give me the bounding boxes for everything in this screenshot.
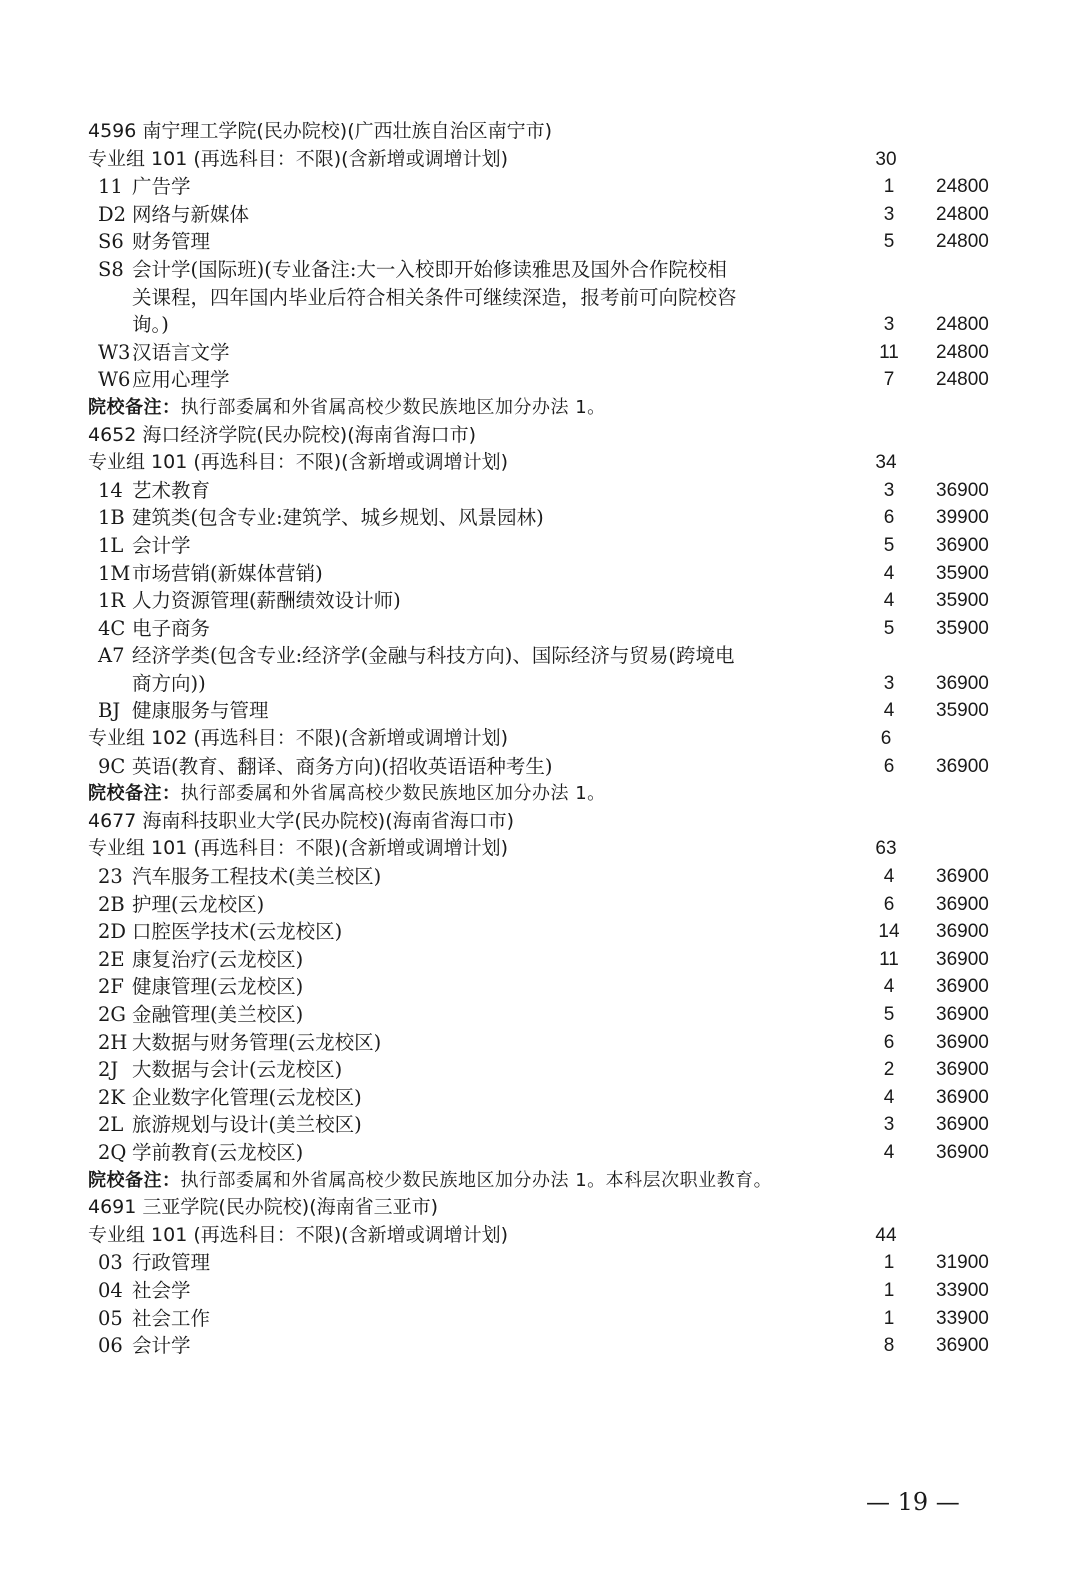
major-name: 学前教育(云龙校区) — [132, 1140, 304, 1164]
major-code: 11 — [98, 175, 123, 199]
major-row — [0, 1277, 1080, 1305]
major-code: 2L — [98, 1113, 124, 1137]
major-plan-count: 1 — [883, 176, 895, 198]
major-plan-count: 5 — [883, 617, 895, 639]
major-name: 健康管理(云龙校区) — [132, 975, 304, 999]
major-tuition-fee: 36900 — [936, 948, 989, 970]
major-plan-count: 4 — [883, 866, 895, 888]
major-plan-count: 8 — [883, 1335, 895, 1357]
major-plan-count: 4 — [883, 976, 895, 998]
major-plan-count: 6 — [883, 893, 895, 915]
major-plan-count: 3 — [883, 479, 895, 501]
school-header: 4677 海南科技职业大学(民办院校)(海南省海口市) — [88, 809, 515, 832]
major-plan-count: 3 — [883, 203, 895, 225]
major-plan-count: 14 — [878, 921, 900, 943]
major-name: 护理(云龙校区) — [132, 892, 265, 916]
major-group-plan: 30 — [875, 148, 897, 170]
major-code: 05 — [98, 1306, 123, 1330]
major-name-continuation: 询。) — [132, 313, 169, 337]
major-tuition-fee: 36900 — [936, 866, 989, 888]
major-group-label: 专业组 101 (再选科目：不限)(含新增或调增计划) — [88, 837, 508, 860]
major-group-row — [0, 1222, 1080, 1250]
major-plan-count: 1 — [883, 1252, 895, 1274]
major-group-label: 专业组 101 (再选科目：不限)(含新增或调增计划) — [88, 1223, 508, 1246]
school-header: 4652 海口经济学院(民办院校)(海南省海口市) — [88, 423, 477, 446]
major-code: 03 — [98, 1251, 123, 1275]
major-tuition-fee: 36900 — [936, 755, 989, 777]
major-name: 应用心理学 — [132, 368, 230, 392]
school-note-label: 院校备注： — [88, 1169, 181, 1191]
school-note-label: 院校备注： — [88, 396, 181, 418]
major-tuition-fee: 36900 — [936, 534, 989, 556]
major-group-row — [0, 835, 1080, 863]
major-name: 会计学 — [132, 1334, 191, 1358]
major-row — [0, 1305, 1080, 1333]
school-note — [0, 1167, 1080, 1195]
school-note-text: 执行部委属和外省属高校少数民族地区加分办法 1。本科层次职业教育。 — [180, 1169, 773, 1191]
major-plan-count: 5 — [883, 1004, 895, 1025]
major-row — [0, 1084, 1080, 1112]
major-name: 汉语言文学 — [132, 340, 230, 364]
major-name: 会计学(国际班)(专业备注:大一入校即开始修读雅思及国外合作院校相 — [132, 257, 727, 281]
major-row — [0, 891, 1080, 919]
major-row — [0, 587, 1080, 615]
major-row-continuation — [0, 311, 1080, 339]
major-tuition-fee: 36900 — [936, 893, 989, 915]
major-name-continuation: 商方向)) — [132, 671, 206, 695]
major-name: 金融管理(美兰校区) — [132, 1003, 304, 1026]
school-note-label: 院校备注： — [88, 783, 181, 805]
major-name: 会计学 — [132, 533, 191, 557]
major-tuition-fee: 31900 — [936, 1252, 989, 1274]
major-tuition-fee: 33900 — [936, 1307, 989, 1329]
major-tuition-fee: 24800 — [936, 231, 989, 253]
major-code: 2Q — [98, 1140, 127, 1164]
major-tuition-fee: 36900 — [936, 976, 989, 998]
major-code: 14 — [98, 478, 123, 502]
major-plan-count: 6 — [883, 1031, 895, 1053]
major-row — [0, 1332, 1080, 1360]
major-code: 2G — [98, 1003, 126, 1026]
major-row — [0, 615, 1080, 643]
major-tuition-fee: 35900 — [936, 700, 989, 722]
major-tuition-fee: 24800 — [936, 176, 989, 198]
major-code: S8 — [98, 257, 124, 281]
major-code: 1R — [98, 589, 126, 613]
major-row — [0, 1001, 1080, 1029]
major-name: 人力资源管理(薪酬绩效设计师) — [132, 589, 401, 613]
major-tuition-fee: 24800 — [936, 341, 989, 363]
major-name: 旅游规划与设计(美兰校区) — [132, 1113, 362, 1137]
major-row — [0, 339, 1080, 367]
major-group-plan: 44 — [875, 1224, 897, 1246]
major-code: 23 — [98, 865, 123, 889]
major-plan-count: 6 — [883, 755, 895, 777]
major-row — [0, 946, 1080, 974]
major-code: 4C — [98, 616, 126, 640]
major-plan-count: 1 — [883, 1307, 895, 1329]
major-code: W6 — [98, 368, 131, 392]
major-row — [0, 256, 1080, 284]
major-plan-count: 3 — [883, 1114, 895, 1136]
major-row — [0, 1056, 1080, 1084]
major-plan-count: 1 — [883, 1279, 895, 1301]
major-code: 2B — [98, 892, 125, 916]
major-name: 汽车服务工程技术(美兰校区) — [132, 865, 382, 889]
major-tuition-fee: 36900 — [936, 1059, 989, 1081]
major-plan-count: 3 — [883, 314, 895, 336]
major-group-row — [0, 725, 1080, 753]
school-note — [0, 780, 1080, 808]
major-tuition-fee: 36900 — [936, 1335, 989, 1357]
major-code: 1B — [98, 506, 125, 530]
major-code: 2K — [98, 1085, 125, 1109]
major-group-plan: 63 — [875, 838, 897, 860]
major-code: 1L — [98, 533, 124, 557]
major-name: 电子商务 — [132, 616, 211, 640]
major-tuition-fee: 36900 — [936, 1141, 989, 1163]
major-plan-count: 2 — [883, 1059, 895, 1081]
major-name: 健康服务与管理 — [132, 699, 269, 723]
major-code: BJ — [98, 699, 121, 723]
major-group-label: 专业组 102 (再选科目：不限)(含新增或调增计划) — [88, 727, 508, 750]
major-name: 市场营销(新媒体营销) — [132, 561, 323, 585]
major-name: 口腔医学技术(云龙校区) — [132, 920, 343, 944]
school-header: 4596 南宁理工学院(民办院校)(广西壮族自治区南宁市) — [88, 120, 553, 142]
major-plan-count: 6 — [883, 507, 895, 529]
major-group-row — [0, 146, 1080, 174]
school-note-text: 执行部委属和外省属高校少数民族地区加分办法 1。 — [180, 783, 606, 805]
major-name: 社会学 — [132, 1278, 191, 1302]
major-tuition-fee: 35900 — [936, 562, 989, 584]
school-header: 4691 三亚学院(民办院校)(海南省三亚市) — [88, 1196, 439, 1219]
major-row-continuation — [0, 670, 1080, 698]
major-row — [0, 366, 1080, 394]
major-code: W3 — [98, 340, 131, 364]
major-name: 大数据与财务管理(云龙校区) — [132, 1030, 382, 1054]
major-code: 1M — [98, 561, 131, 585]
major-tuition-fee: 36900 — [936, 1031, 989, 1053]
major-name: 建筑类(包含专业:建筑学、城乡规划、风景园林) — [132, 506, 544, 530]
major-name: 广告学 — [132, 175, 191, 199]
major-plan-count: 3 — [883, 672, 895, 694]
major-code: 2J — [98, 1058, 119, 1082]
major-group-label: 专业组 101 (再选科目：不限)(含新增或调增计划) — [88, 451, 508, 474]
major-row — [0, 1111, 1080, 1139]
major-row — [0, 228, 1080, 256]
major-plan-count: 11 — [879, 948, 899, 970]
major-plan-count: 4 — [883, 1141, 895, 1163]
major-name: 社会工作 — [132, 1306, 211, 1330]
major-plan-count: 5 — [883, 534, 895, 556]
school-note-text: 执行部委属和外省属高校少数民族地区加分办法 1。 — [180, 396, 606, 418]
major-tuition-fee: 36900 — [936, 479, 989, 501]
major-name-continuation: 关课程，四年国内毕业后符合相关条件可继续深造，报考前可向院校咨 — [132, 285, 737, 309]
major-code: 2F — [98, 975, 124, 999]
major-code: 04 — [98, 1278, 123, 1302]
major-group-label: 专业组 101 (再选科目：不限)(含新增或调增计划) — [88, 147, 508, 170]
major-code: A7 — [98, 644, 125, 668]
major-name: 财务管理 — [132, 230, 211, 254]
major-row — [0, 863, 1080, 891]
major-name: 康复治疗(云龙校区) — [132, 947, 304, 971]
major-row — [0, 973, 1080, 1001]
major-tuition-fee: 24800 — [936, 203, 989, 225]
major-group-row — [0, 449, 1080, 477]
major-row — [0, 560, 1080, 588]
major-code: 2H — [98, 1030, 128, 1054]
major-tuition-fee: 35900 — [936, 617, 989, 639]
major-group-plan: 6 — [880, 728, 892, 750]
major-row — [0, 918, 1080, 946]
major-code: 2E — [98, 947, 125, 971]
major-code: S6 — [98, 230, 124, 254]
major-plan-count: 4 — [883, 700, 895, 722]
major-tuition-fee: 35900 — [936, 590, 989, 612]
major-tuition-fee: 24800 — [936, 314, 989, 336]
major-tuition-fee: 33900 — [936, 1279, 989, 1301]
major-row — [0, 201, 1080, 229]
major-row — [0, 642, 1080, 670]
major-code: 2D — [98, 920, 127, 944]
major-row — [0, 1249, 1080, 1277]
major-name: 英语(教育、翻译、商务方向)(招收英语语种考生) — [132, 754, 553, 778]
major-plan-count: 4 — [883, 562, 895, 584]
major-row — [0, 532, 1080, 560]
major-row — [0, 173, 1080, 201]
major-code: 9C — [98, 754, 126, 778]
major-row-continuation — [0, 284, 1080, 312]
major-tuition-fee: 39900 — [936, 507, 989, 529]
major-name: 大数据与会计(云龙校区) — [132, 1058, 343, 1082]
major-row — [0, 1139, 1080, 1167]
school-note — [0, 394, 1080, 422]
major-tuition-fee: 24800 — [936, 369, 989, 391]
major-name: 行政管理 — [132, 1251, 211, 1275]
major-name: 经济学类(包含专业:经济学(金融与科技方向)、国际经济与贸易(跨境电 — [132, 644, 735, 668]
major-row — [0, 697, 1080, 725]
major-code: 06 — [98, 1334, 123, 1358]
major-tuition-fee: 36900 — [936, 921, 989, 943]
major-plan-count: 11 — [879, 341, 899, 363]
major-name: 艺术教育 — [132, 478, 211, 502]
major-plan-count: 4 — [883, 1086, 895, 1108]
major-row — [0, 504, 1080, 532]
major-tuition-fee: 36900 — [936, 672, 989, 694]
admission-plan-document — [0, 118, 1080, 1360]
major-code: D2 — [98, 202, 127, 226]
major-plan-count: 4 — [883, 590, 895, 612]
major-row — [0, 753, 1080, 781]
major-row — [0, 1029, 1080, 1057]
major-plan-count: 7 — [883, 369, 895, 391]
major-group-plan: 34 — [875, 452, 897, 474]
major-tuition-fee: 36900 — [936, 1086, 989, 1108]
major-plan-count: 5 — [883, 231, 895, 253]
major-name: 企业数字化管理(云龙校区) — [132, 1085, 362, 1109]
major-tuition-fee: 36900 — [936, 1004, 989, 1025]
page-number: — 19 — — [866, 1488, 960, 1516]
major-name: 网络与新媒体 — [132, 202, 250, 226]
major-row — [0, 477, 1080, 505]
major-tuition-fee: 36900 — [936, 1114, 989, 1136]
